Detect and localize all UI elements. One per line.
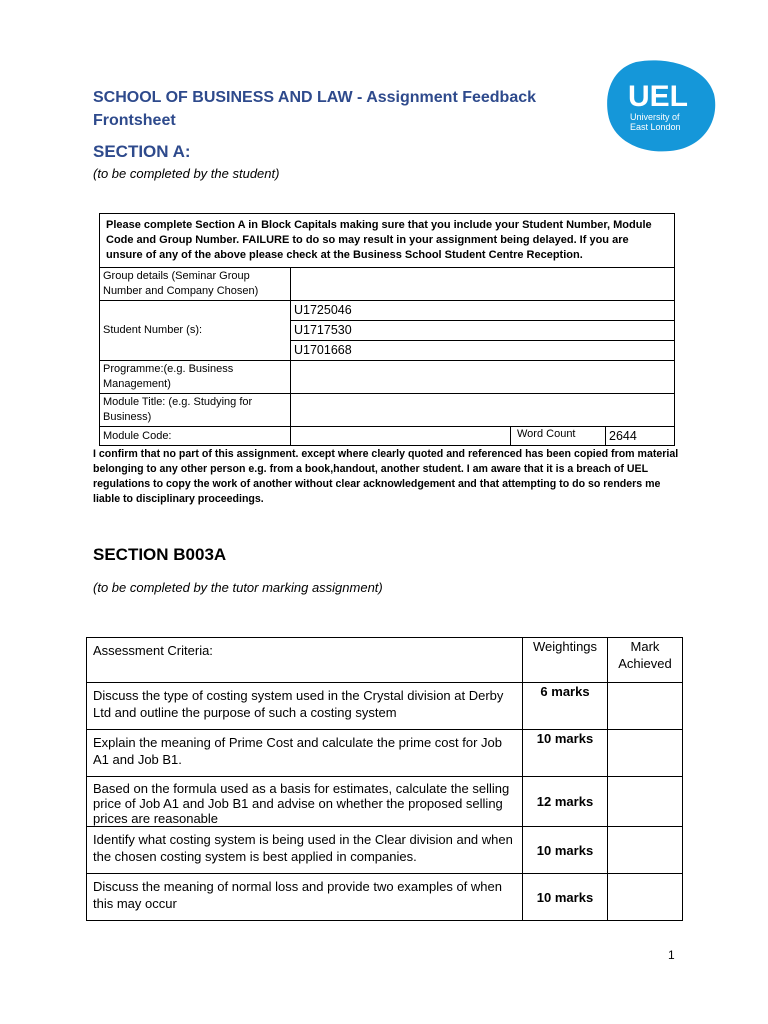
student-number-1[interactable]: U1725046 — [291, 301, 675, 321]
programme-label: Programme:(e.g. Business Management) — [100, 361, 291, 394]
criteria-weighting: 12 marks — [523, 777, 608, 827]
module-code-label: Module Code: — [100, 427, 291, 446]
table-row — [87, 683, 683, 730]
module-title-field[interactable] — [291, 394, 675, 427]
page-title: SCHOOL OF BUSINESS AND LAW - Assignment Feedback Frontsheet — [93, 89, 537, 129]
criteria-weighting: 10 marks — [523, 827, 608, 874]
declaration-text: I confirm that no part of this assignment. except where clearly quoted and referenced has been copied from material belonging to any other person e.g. from a book,handout, another student. I am aware that it is a breach of UEL regulations to copy the work of another without clear acknowledgement and that attempting to do so renders me liable to disciplinary proceedings. — [93, 448, 679, 505]
logo-line2: East London — [630, 122, 681, 132]
student-number-2[interactable]: U1717530 — [291, 321, 675, 341]
logo-wordmark: UEL — [628, 80, 688, 113]
criteria-mark-field[interactable] — [608, 874, 683, 921]
logo-line1: University of — [630, 112, 680, 122]
student-number-label: Student Number (s): — [100, 301, 291, 361]
criteria-weighting: 10 marks — [523, 730, 608, 777]
criteria-text: Discuss the meaning of normal loss and provide two examples of when this may occur — [87, 874, 523, 921]
assessment-criteria-table — [86, 637, 683, 921]
student-number-3[interactable]: U1701668 — [291, 341, 675, 361]
module-code-row — [291, 427, 606, 446]
section-a-heading: SECTION A: — [93, 142, 191, 161]
mark-achieved-header: Mark Achieved — [608, 638, 683, 683]
criteria-weighting: 6 marks — [523, 683, 608, 730]
table-row — [87, 874, 683, 921]
criteria-mark-field[interactable] — [608, 777, 683, 827]
weightings-header: Weightings — [523, 638, 608, 683]
instructions-cell: Please complete Section A in Block Capitals making sure that you include your Student Number, Module Code and Group Number. FAILURE to do so may result in your assignment being delayed. If you are unsure of any of the above please check at the Business School Student Centre Reception. — [100, 214, 675, 268]
criteria-text: Explain the meaning of Prime Cost and calculate the prime cost for Job A1 and Job B1. — [87, 730, 523, 777]
criteria-text: Based on the formula used as a basis for estimates, calculate the selling price of Job A1 and Job B1 and advise on whether the proposed selling prices are reasonable — [87, 777, 523, 827]
criteria-mark-field[interactable] — [608, 730, 683, 777]
module-title-label: Module Title: (e.g. Studying for Business) — [100, 394, 291, 427]
page-number: 1 — [668, 948, 675, 962]
table-row — [87, 777, 683, 827]
criteria-header: Assessment Criteria: — [87, 638, 523, 683]
section-b-subtitle: (to be completed by the tutor marking assignment) — [93, 580, 383, 595]
section-a-subtitle: (to be completed by the student) — [93, 166, 280, 181]
student-details-table — [99, 213, 675, 446]
word-count-value[interactable]: 2644 — [606, 427, 675, 446]
criteria-text: Discuss the type of costing system used in the Crystal division at Derby Ltd and outline the purpose of such a costing system — [87, 683, 523, 730]
criteria-text: Identify what costing system is being used in the Clear division and when the chosen costing system is best applied in companies. — [87, 827, 523, 874]
section-b-heading: SECTION B003A — [93, 545, 227, 564]
group-details-field[interactable] — [291, 268, 675, 301]
uel-logo — [606, 60, 716, 152]
criteria-mark-field[interactable] — [608, 827, 683, 874]
table-row — [87, 827, 683, 874]
criteria-mark-field[interactable] — [608, 683, 683, 730]
table-row — [87, 730, 683, 777]
programme-field[interactable] — [291, 361, 675, 394]
criteria-weighting: 10 marks — [523, 874, 608, 921]
group-details-label: Group details (Seminar Group Number and Company Chosen) — [100, 268, 291, 301]
word-count-label: Word Count — [510, 427, 605, 445]
module-code-field[interactable] — [291, 427, 510, 445]
